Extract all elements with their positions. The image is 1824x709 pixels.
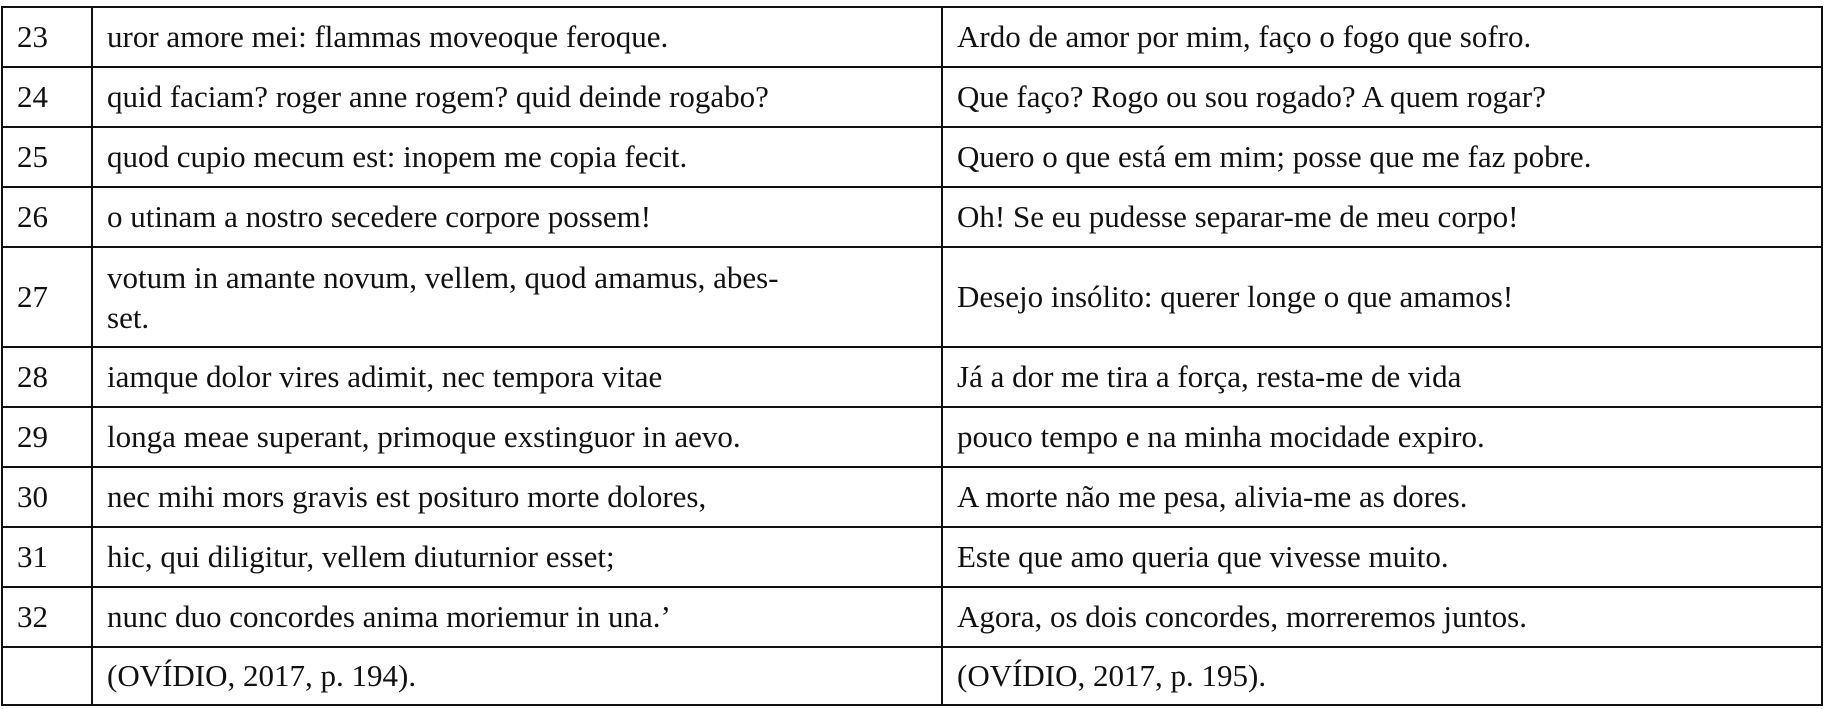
portuguese-translation: Oh! Se eu pudesse separar-me de meu corpo!	[942, 187, 1822, 247]
verse-number: 30	[2, 467, 92, 527]
latin-verse: hic, qui diligitur, vellem diuturnior esset;	[92, 527, 942, 587]
latin-verse: uror amore mei: flammas moveoque feroque.	[92, 7, 942, 67]
verse-number: 25	[2, 127, 92, 187]
latin-verse: o utinam a nostro secedere corpore possem!	[92, 187, 942, 247]
verse-number: 31	[2, 527, 92, 587]
latin-citation: (OVÍDIO, 2017, p. 194).	[92, 647, 942, 705]
portuguese-translation: A morte não me pesa, alivia-me as dores.	[942, 467, 1822, 527]
verse-number: 24	[2, 67, 92, 127]
latin-verse: iamque dolor vires adimit, nec tempora vitae	[92, 347, 942, 407]
portuguese-translation: Este que amo queria que vivesse muito.	[942, 527, 1822, 587]
verse-number: 27	[2, 247, 92, 347]
latin-verse-line-2: set.	[107, 300, 150, 335]
table-row	[2, 347, 1822, 407]
portuguese-translation: Desejo insólito: querer longe o que amamos!	[942, 247, 1822, 347]
table-row	[2, 467, 1822, 527]
portuguese-translation: Que faço? Rogo ou sou rogado? A quem rogar?	[942, 67, 1822, 127]
portuguese-translation: Já a dor me tira a força, resta-me de vida	[942, 347, 1822, 407]
portuguese-translation: Quero o que está em mim; posse que me faz pobre.	[942, 127, 1822, 187]
verse-number: 32	[2, 587, 92, 647]
table-row	[2, 67, 1822, 127]
portuguese-translation: Ardo de amor por mim, faço o fogo que sofro.	[942, 7, 1822, 67]
table-row	[2, 407, 1822, 467]
table-row	[2, 587, 1822, 647]
verse-number: 26	[2, 187, 92, 247]
verse-number: 29	[2, 407, 92, 467]
table-row	[2, 7, 1822, 67]
portuguese-translation: pouco tempo e na minha mocidade expiro.	[942, 407, 1822, 467]
latin-verse: nunc duo concordes anima moriemur in una.’	[92, 587, 942, 647]
table-row	[2, 187, 1822, 247]
latin-verse: longa meae superant, primoque exstinguor in aevo.	[92, 407, 942, 467]
latin-verse: quod cupio mecum est: inopem me copia fecit.	[92, 127, 942, 187]
latin-verse: nec mihi mors gravis est posituro morte dolores,	[92, 467, 942, 527]
table-row	[2, 247, 1822, 347]
latin-verse-line-1: votum in amante novum, vellem, quod amamus, abes-	[107, 260, 779, 295]
portuguese-citation: (OVÍDIO, 2017, p. 195).	[942, 647, 1822, 705]
latin-verse	[92, 247, 942, 347]
latin-verse: quid faciam? roger anne rogem? quid deinde rogabo?	[92, 67, 942, 127]
citation-row	[2, 647, 1822, 705]
verse-number: 28	[2, 347, 92, 407]
table-row	[2, 127, 1822, 187]
verse-number: 23	[2, 7, 92, 67]
empty-number-cell	[2, 647, 92, 705]
table-row	[2, 527, 1822, 587]
verse-translation-table	[1, 6, 1823, 706]
portuguese-translation: Agora, os dois concordes, morreremos juntos.	[942, 587, 1822, 647]
